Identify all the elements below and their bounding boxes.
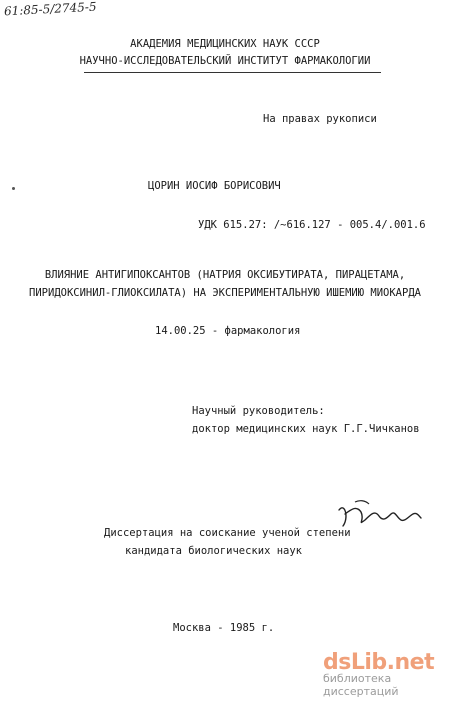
place-year: Москва - 1985 г.	[173, 622, 275, 634]
header-underline	[84, 72, 381, 73]
speck	[12, 187, 15, 190]
degree-line-1: Диссертация на соискание ученой степени	[104, 527, 351, 539]
watermark-logo: dsLib.net	[323, 650, 435, 675]
header-academy: АКАДЕМИЯ МЕДИЦИНСКИХ НАУК СССР	[130, 38, 320, 50]
specialty: 14.00.25 - фармакология	[155, 325, 301, 337]
title-line-1: ВЛИЯНИЕ АНТИГИПОКСАНТОВ (НАТРИЯ ОКСИБУТИРАТА, ПИРАЦЕТАМА,	[44, 269, 406, 281]
watermark	[323, 650, 448, 698]
author-name: ЦОРИН ИОСИФ БОРИСОВИЧ	[148, 180, 281, 192]
watermark-subtitle: библиотека диссертаций	[323, 672, 399, 698]
title-line-2: ПИРИДОКСИНИЛ-ГЛИОКСИЛАТА) НА ЭКСПЕРИМЕНТАЛЬНУЮ ИШЕМИЮ МИОКАРДА	[29, 287, 421, 299]
header-institute: НАУЧНО-ИССЛЕДОВАТЕЛЬСКИЙ ИНСТИТУТ ФАРМАКОЛОГИИ	[79, 55, 371, 67]
supervisor-label: Научный руководитель:	[192, 405, 325, 417]
manuscript-rights: На правах рукописи	[263, 113, 377, 125]
degree-line-2: кандидата биологических наук	[125, 545, 303, 557]
udk-code: УДК 615.27: /~616.127 - 005.4/.001.6	[198, 219, 426, 231]
handwritten-archive-number: 61:85-5/2745-5	[3, 0, 97, 19]
supervisor-name: доктор медицинских наук Г.Г.Чичканов	[192, 423, 420, 435]
